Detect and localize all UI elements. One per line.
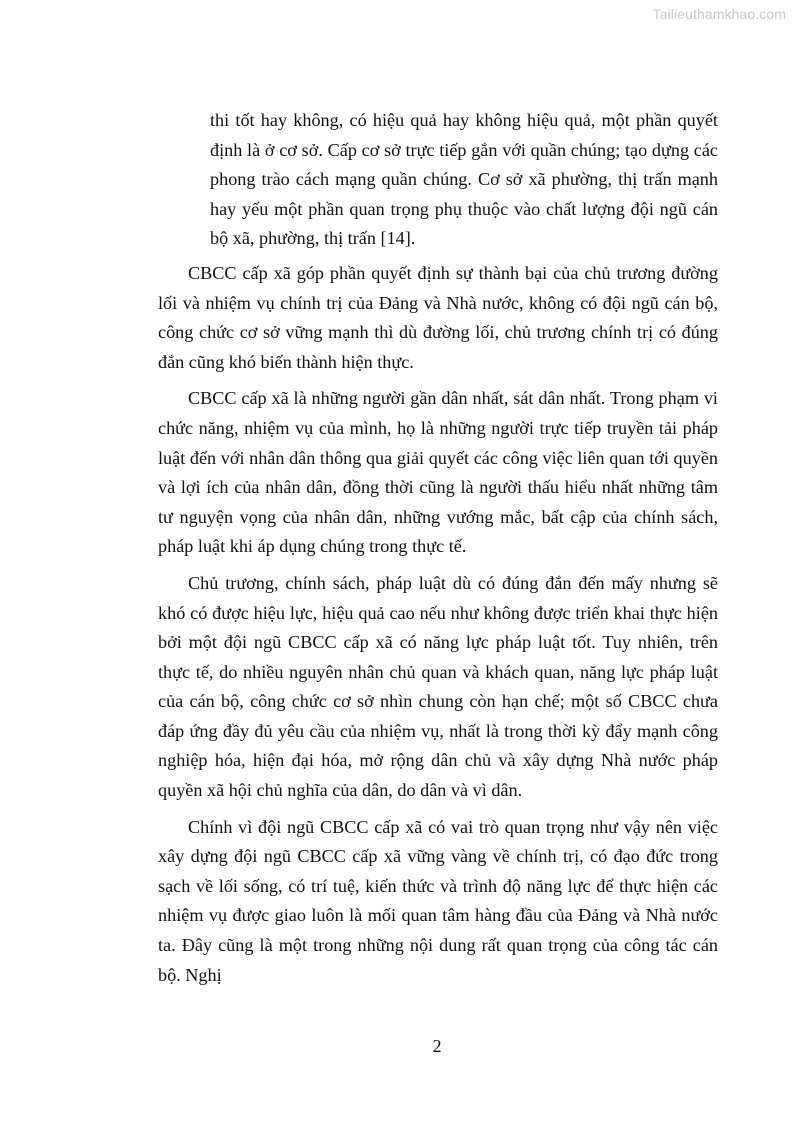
paragraph-3: Chủ trương, chính sách, pháp luật dù có đúng đắn đến mấy nhưng sẽ khó có được hiệu lực, hiệu quả cao nếu như không được triển khai thực hiện bởi một đội ngũ CBCC cấp xã có năng lực pháp luật tốt. Tuy nhiên, trên thực tế, do nhiều nguyên nhân chủ quan và khách quan, năng lực pháp luật của cán bộ, công chức cơ sở nhìn chung còn hạn chế; một số CBCC chưa đáp ứng đầy đủ yêu cầu của nhiệm vụ, nhất là trong thời kỳ đẩy mạnh công nghiệp hóa, hiện đại hóa, mở rộng dân chủ và xây dựng Nhà nước pháp quyền xã hội chủ nghĩa của dân, do dân và vì dân. [158,572,718,801]
paragraph-2: CBCC cấp xã là những người gần dân nhất, sát dân nhất. Trong phạm vi chức năng, nhiệm vụ của mình, họ là những người trực tiếp truyền tải pháp luật đến với nhân dân thông qua giải quyết các công việc liên quan tới quyền và lợi ích của nhân dân, đồng thời cũng là người thấu hiểu nhất những tâm tư nguyện vọng của nhân dân, những vướng mắc, bất cập của chính sách, pháp luật khi áp dụng chúng trong thực tế. [158,388,718,557]
watermark: Tailieuthamkhao.com [652,6,786,22]
paragraph-1: CBCC cấp xã góp phần quyết định sự thành bại của chủ trương đường lối và nhiệm vụ chính trị của Đảng và Nhà nước, không có đội ngũ cán bộ, công chức cơ sở vững mạnh thì dù đường lối, chủ trương chính trị có đúng đắn cũng khó biến thành hiện thực. [158,262,718,372]
block-quote [210,106,718,254]
page-number: 2 [432,1036,442,1056]
quote-text: thi tốt hay không, có hiệu quả hay không hiệu quả, một phần quyết định là ở cơ sở. Cấp cơ sở trực tiếp gắn với quần chúng; tạo dựng các phong trào cách mạng quần chúng. Cơ sở xã phường, thị trấn mạnh hay yếu một phần quan trọng phụ thuộc vào chất lượng đội ngũ cán bộ xã, phường, thị trấn [14]. [210,110,718,249]
paragraph-4: Chính vì đội ngũ CBCC cấp xã có vai trò quan trọng như vậy nên việc xây dựng đội ngũ CBCC cấp xã vững vàng về chính trị, có đạo đức trong sạch về lối sống, có trí tuệ, kiến thức và trình độ năng lực để thực hiện các nhiệm vụ được giao luôn là mối quan tâm hàng đầu của Đảng và Nhà nước ta. Đây cũng là một trong những nội dung rất quan trọng của công tác cán bộ. Nghị [158,816,718,985]
page-body [158,106,718,997]
